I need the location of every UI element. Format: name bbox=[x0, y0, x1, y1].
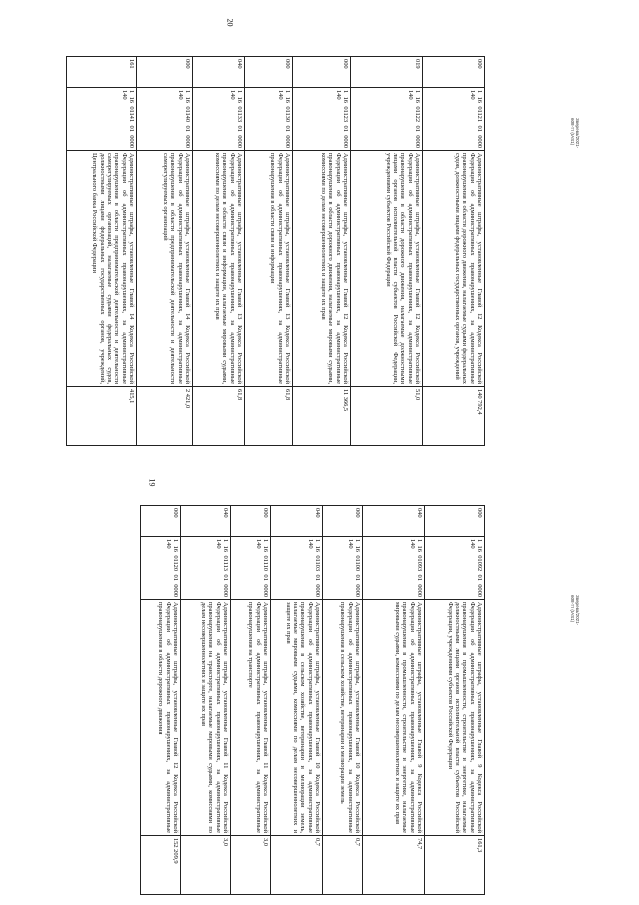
kbk-code-cell: 1 16 01140 01 0000 140 bbox=[137, 88, 193, 151]
footer-right: Зверева/2021-608-тт (IAS1) bbox=[570, 118, 580, 149]
description-cell: Административные штрафы, установленные Главой 12 Кодекса Российской Федерации об административных правонарушениях, за административные правонарушения в области дорожного движения, налагаемые мировыми судьями, комиссиями по делам несовершеннолетних и защите их прав bbox=[293, 151, 351, 387]
table-row bbox=[271, 506, 323, 895]
description-cell: Административные штрафы, установленные Главой 11 Кодекса Российской Федерации об административных правонарушениях, за административные правонарушения на транспорте bbox=[231, 600, 271, 836]
description-cell: Административные штрафы, установленные Главой 14 Кодекса Российской Федерации об административных правонарушениях, за административные правонарушения в области предпринимательской деятельности и деятельности саморегулируемых организаций bbox=[137, 151, 193, 387]
amount-cell: 152 209,9 bbox=[141, 836, 181, 895]
table-row bbox=[67, 57, 137, 446]
description-cell: Административные штрафы, установленные Главой 9 Кодекса Российской Федерации об административных правонарушениях, за административные правонарушения в промышленности, строительстве и энергетике, налагаемые мировыми судьями, комиссиями по делам несовершеннолетних и защите их прав bbox=[363, 600, 425, 836]
table-row bbox=[351, 57, 423, 446]
kbk-code-cell: 1 16 01103 01 0000 140 bbox=[271, 537, 323, 600]
admin-code-cell: 000 bbox=[423, 57, 485, 88]
amount-cell: 3,0 bbox=[181, 836, 231, 895]
budget-table-right bbox=[66, 56, 485, 446]
admin-code-cell: 000 bbox=[141, 506, 181, 537]
amount-cell: 0,7 bbox=[271, 836, 323, 895]
table-row bbox=[363, 506, 425, 895]
admin-code-cell: 000 bbox=[293, 57, 351, 88]
kbk-code-cell: 1 16 01121 01 0000 140 bbox=[423, 88, 485, 151]
amount-cell: 2 421,0 bbox=[137, 387, 193, 446]
admin-code-cell: 040 bbox=[193, 57, 245, 88]
amount-cell: 415,1 bbox=[67, 387, 137, 446]
admin-code-cell: 040 bbox=[363, 506, 425, 537]
table-row bbox=[425, 506, 485, 895]
kbk-code-cell: 1 16 01110 01 0000 140 bbox=[231, 537, 271, 600]
admin-code-cell: 040 bbox=[271, 506, 323, 537]
table-row bbox=[231, 506, 271, 895]
table-row bbox=[293, 57, 351, 446]
table-row bbox=[141, 506, 181, 895]
table-row bbox=[193, 57, 245, 446]
left-table-wrap bbox=[140, 505, 485, 895]
description-cell: Административные штрафы, установленные Главой 11 Кодекса Российской Федерации об административных правонарушениях, за административные правонарушения на транспорте, налагаемые мировыми судьями, комиссиями по делам несовершеннолетних и защите их прав bbox=[181, 600, 231, 836]
description-cell: Административные штрафы, установленные Главой 12 Кодекса Российской Федерации об административных правонарушениях, за административные правонарушения в области дорожного движения, налагаемые должностными лицами органов исполнительной власти субъектов Российской Федерации, учреждениями субъектов Российской Федерации bbox=[351, 151, 423, 387]
page-number-20: 20 bbox=[225, 18, 235, 27]
right-table-wrap bbox=[66, 56, 485, 446]
budget-table-left bbox=[140, 505, 485, 895]
admin-code-cell: 161 bbox=[67, 57, 137, 88]
admin-code-cell: 000 bbox=[137, 57, 193, 88]
admin-code-cell: 000 bbox=[245, 57, 293, 88]
amount-cell: 3,0 bbox=[231, 836, 271, 895]
description-cell: Административные штрафы, установленные Главой 10 Кодекса Российской Федерации об административных правонарушениях, за административные правонарушения в сельском хозяйстве, ветеринарии и мелиорации земель bbox=[323, 600, 363, 836]
description-cell: Административные штрафы, установленные Главой 14 Кодекса Российской Федерации об административных правонарушениях, за административные правонарушения в области предпринимательской деятельности и деятельности саморегулируемых организаций, налагаемые судьями федеральных судов, должностными лицами федеральных государственных органов, учреждений, Центрального банка Российской Федерации bbox=[67, 151, 137, 387]
admin-code-cell: 000 bbox=[425, 506, 485, 537]
description-cell: Административные штрафы, установленные Главой 9 Кодекса Российской Федерации об административных правонарушениях, за административные правонарушения в промышленности, строительстве и энергетике, налагаемые должностными лицами органов исполнительной власти субъектов Российской Федерации, учреждениями субъектов Российской Федерации bbox=[425, 600, 485, 836]
amount-cell: 61,8 bbox=[245, 387, 293, 446]
kbk-code-cell: 1 16 01120 01 0000 140 bbox=[141, 537, 181, 600]
table-row bbox=[245, 57, 293, 446]
amount-cell: 74,7 bbox=[363, 836, 425, 895]
table-row bbox=[137, 57, 193, 446]
amount-cell: 11 366,5 bbox=[293, 387, 351, 446]
kbk-code-cell: 1 16 01123 01 0000 140 bbox=[293, 88, 351, 151]
amount-cell: 0,7 bbox=[323, 836, 363, 895]
description-cell: Административные штрафы, установленные Главой 12 Кодекса Российской Федерации об административных правонарушениях, за административные правонарушения в области дорожного движения, налагаемые судьями федеральных судов, должностными лицами федеральных государственных органов, учреждений bbox=[423, 151, 485, 387]
amount-cell: 161,3 bbox=[425, 836, 485, 895]
description-cell: Административные штрафы, установленные Главой 12 Кодекса Российской Федерации об административных правонарушениях, за административные правонарушения в области дорожного движения bbox=[141, 600, 181, 836]
description-cell: Административные штрафы, установленные Главой 10 Кодекса Российской Федерации об административных правонарушениях, за административные правонарушения в сельском хозяйстве, ветеринарии и мелиорации земель, налагаемые мировыми судьями, комиссиями по делам несовершеннолетних и защите их прав bbox=[271, 600, 323, 836]
kbk-code-cell: 1 16 01113 01 0000 140 bbox=[181, 537, 231, 600]
amount-cell: 61,8 bbox=[193, 387, 245, 446]
footer-left: Зверева/2021-608-тт (IAS1) bbox=[570, 595, 580, 626]
kbk-code-cell: 1 16 01130 01 0000 140 bbox=[245, 88, 293, 151]
amount-cell: 51,0 bbox=[351, 387, 423, 446]
admin-code-cell: 000 bbox=[231, 506, 271, 537]
kbk-code-cell: 1 16 01122 01 0000 140 bbox=[351, 88, 423, 151]
description-cell: Административные штрафы, установленные Главой 13 Кодекса Российской Федерации об административных правонарушениях, за административные правонарушения в области связи и информации bbox=[245, 151, 293, 387]
kbk-code-cell: 1 16 01133 01 0000 140 bbox=[193, 88, 245, 151]
kbk-code-cell: 1 16 01100 01 0000 140 bbox=[323, 537, 363, 600]
table-row bbox=[423, 57, 485, 446]
page-number-19: 19 bbox=[147, 478, 157, 487]
table-row bbox=[181, 506, 231, 895]
kbk-code-cell: 1 16 01092 01 0000 140 bbox=[425, 537, 485, 600]
admin-code-cell: 019 bbox=[351, 57, 423, 88]
amount-cell: 140 792,4 bbox=[423, 387, 485, 446]
table-row bbox=[323, 506, 363, 895]
kbk-code-cell: 1 16 01141 01 0000 140 bbox=[67, 88, 137, 151]
admin-code-cell: 000 bbox=[323, 506, 363, 537]
description-cell: Административные штрафы, установленные Главой 13 Кодекса Российской Федерации об административных правонарушениях, за административные правонарушения в области связи и информации, налагаемые мировыми судьями, комиссиями по делам несовершеннолетних и защите их прав bbox=[193, 151, 245, 387]
kbk-code-cell: 1 16 01093 01 0000 140 bbox=[363, 537, 425, 600]
admin-code-cell: 040 bbox=[181, 506, 231, 537]
